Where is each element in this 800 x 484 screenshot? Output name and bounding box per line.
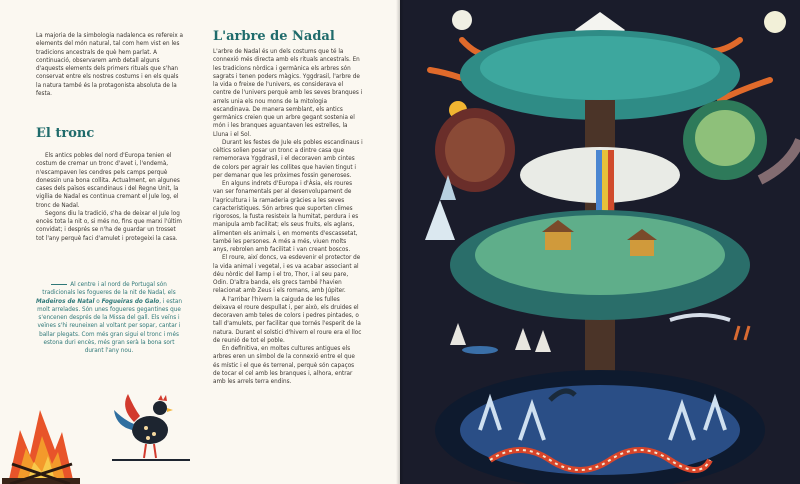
moon-icon — [452, 10, 472, 30]
tronc-paragraph-2: Segons diu la tradició, s'ha de deixar el Jule log encès tota la nit o, si més no, fins que marxi l'últim convidat; i després se n'ha de guardar un trosset tot l'any perquè faci d'amulet i protegeixi la casa. — [36, 210, 182, 242]
sidebar-rule — [51, 284, 67, 285]
arbre-paragraph-3: En alguns indrets d'Europa i d'Àsia, els roures van ser fonamentals per al desenvolupament de l'agricultura i la ramaderia gràcies a les seves característiques. Són arbres que suporten climes rigorosos, la fusta resisteix la humitat, perdura i es manipula amb facilitat; els seus fruits, els aglans, alimenten els animals i, en moments d'escassetat, també les persones. A més a més, viuen molts anys, rebrolen amb facilitat i van creant boscos. — [213, 181, 359, 253]
page-gutter — [396, 0, 404, 484]
arbre-paragraph-1: L'arbre de Nadal és un dels costums que té la connexió més directa amb els rituals ancestrals. En les tradicions nòrdica i germànica els arbres són sagrats i tenen poders màgics. Yggdrasil, l'arbre de la vida o freixe de l'univers, es considerava el centre de l'univers perquè amb les seves branques i arrels unia els nou mons de la mitologia escandinava. De manera semblant, els antics germànics creien que un arbre gegant sostenia el món i les branques aguantaven les estrelles, la Lluna i el Sol. — [213, 49, 363, 138]
tronc-heading: El tronc — [36, 126, 95, 141]
sidebar-text-2: , i estan molt arrelades. Són unes fogueres gegantines que s'encenen després de la Missa del gall. Els veïns i veïnes s'hi reuneixen al voltant per sopar, cantar i ballar plegats. Com més gran sigui el tronc i més estona duri encès, més gran serà la bona sort durant l'any nou. — [37, 298, 182, 354]
intro-paragraph: La majoria de la simbologia nadalenca es refereix a elements del món natural, tal com hem vist en les tradicions ancestrals de què hem parlat. A continuació, observarem amb detall alguns d'aquests elements dels primers rituals que s'han conservat entre els nostres costums i en els quals la natura també és la protagonista absoluta de la festa. — [36, 33, 183, 97]
bonfire-icon — [2, 410, 80, 484]
arbre-paragraph-6: En definitiva, en moltes cultures antigues els arbres eren un símbol de la connexió entre el que és místic i el que és terrenal, perquè són capaços de tocar el cel amb les branques i, alhora, entrar amb les arrels terra endins. — [213, 346, 355, 385]
arbre-heading: L'arbre de Nadal — [213, 29, 335, 44]
star-icon — [764, 11, 786, 33]
bonfire-rooster-illustration — [0, 360, 200, 484]
sidebar-text-mid: o — [94, 298, 102, 305]
tronc-text — [36, 152, 184, 243]
arbre-paragraph-4: El roure, així doncs, va esdevenir el protector de la vida animal i vegetal, i es va acabar associant al déu nòrdic del llamp i el tro, Thor, i al seu pare, Odin. D'altra banda, els grecs també l'havien relacionat amb Zeus i els romans, amb Júpiter. — [213, 255, 361, 295]
portugal-sidebar — [36, 281, 182, 355]
sidebar-bold-1: Madeiros de Natal — [36, 298, 95, 305]
yggdrasil-illustration — [400, 0, 800, 484]
sidebar-bold-2: Fogueiras do Galo — [101, 298, 160, 305]
arbre-column — [213, 48, 363, 386]
left-column — [36, 32, 184, 98]
sidebar-text-1: Al centre i al nord de Portugal són tradicionals les fogueres de la nit de Nadal, els — [42, 282, 176, 297]
rooster-icon — [112, 394, 190, 460]
arbre-paragraph-2: Durant les festes de Jule els pobles escandinaus i cèltics solien posar un tronc a dintre casa que rememorava Yggdrasil, i el decoraven amb cintes de colors per agrair les collites que havien tingut i per demanar que les pròximes fossin generoses. — [213, 139, 363, 179]
tronc-paragraph-1: Els antics pobles del nord d'Europa tenien el costum de cremar un tronc d'avet i, l'endemà, n'escampaven les cendres pels camps perquè donessin una bona collita. Actualment, en algunes cases dels països escandinaus i del Regne Unit, la vigília de Nadal es continua cremant el Jule log, el tronc de Nadal. — [36, 153, 180, 209]
arbre-paragraph-5: A l'arribar l'hivern la caiguda de les fulles deixava el roure despullat i, per això, els druides el decoraven amb teles de colors i pedres pintades, o tall d'amulets, per facilitar que tornés l'esperit de la natura. Durant el solstici d'hivern el roure era el lloc de reunió de tot el poble. — [213, 296, 362, 344]
yggdrasil-tree-illustration — [400, 0, 800, 484]
